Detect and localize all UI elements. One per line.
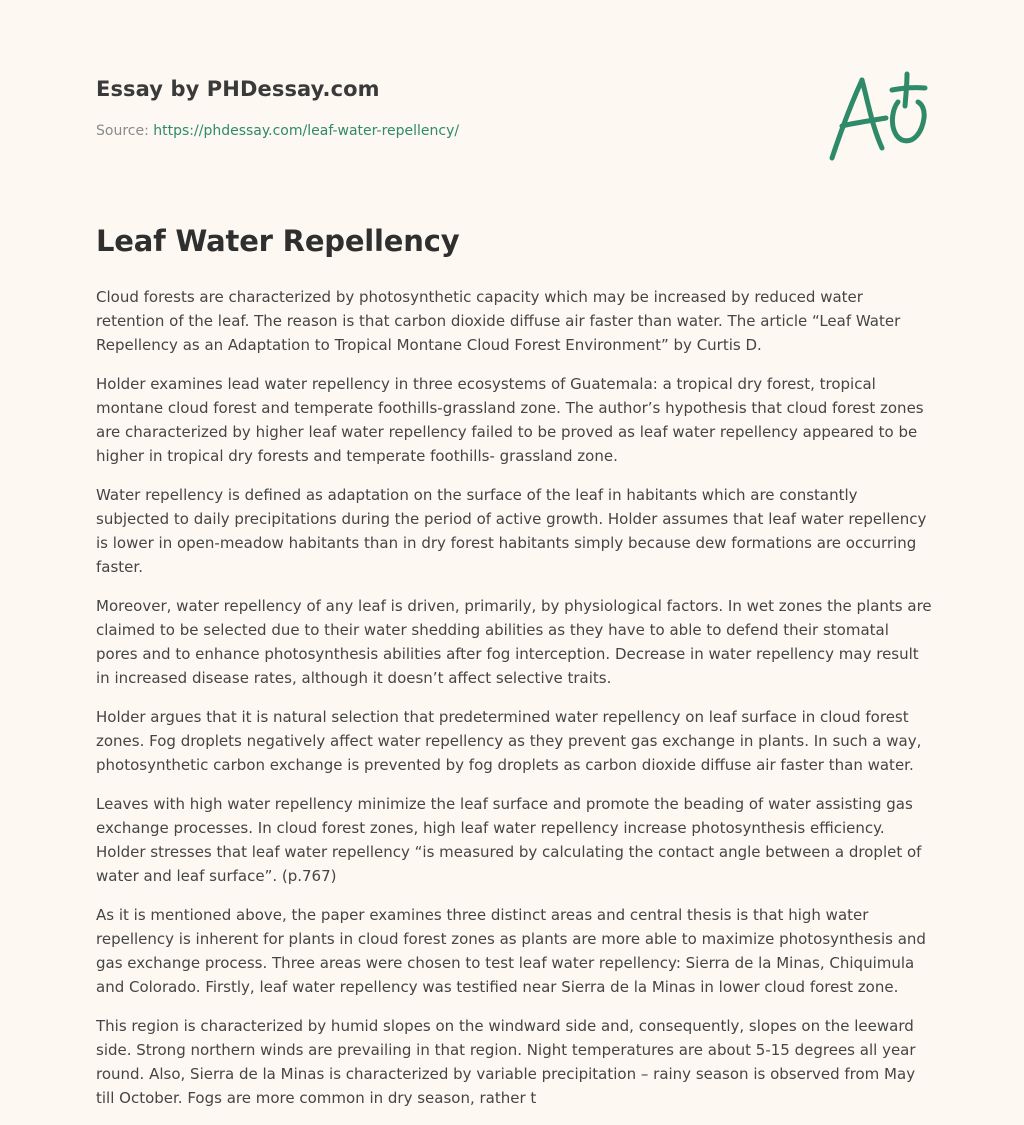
source-link[interactable]: https://phdessay.com/leaf-water-repellency/ bbox=[153, 123, 460, 139]
essay-paragraph: Holder argues that it is natural selection that predetermined water repellency on leaf surface in cloud forest zones. Fog droplets negatively affect water repellency as they prevent gas exchange in plants. In such a way, photosynthetic carbon exchange is prevented by fog droplets as carbon dioxide diffuse air faster than water. bbox=[96, 708, 922, 774]
essay-paragraph: As it is mentioned above, the paper examines three distinct areas and central thesis is that high water repellency is inherent for plants in cloud forest zones as plants are more able to maximize photosynthesis and gas exchange process. Three areas were chosen to test leaf water repellency: Sierra de la Minas, Chiquimula and Colorado. Firstly, leaf water repellency was testified near Sierra de la Minas in lower cloud forest zone. bbox=[96, 906, 926, 996]
essay-paragraph: Leaves with high water repellency minimize the leaf surface and promote the beading of water assisting gas exchange processes. In cloud forest zones, high leaf water repellency increase photosynthesis efficiency. Holder stresses that leaf water repellency “is measured by calculating the contact angle between a droplet of water and leaf surface”. (p.767) bbox=[96, 795, 922, 885]
page-header bbox=[96, 0, 928, 200]
essay-paragraph: Holder examines lead water repellency in three ecosystems of Guatemala: a tropical dry forest, tropical montane cloud forest and temperate foothills-grassland zone. The author’s hypothesis that cloud forest zones are characterized by higher leaf water repellency failed to be proved as leaf water repellency appeared to be higher in tropical dry forests and temperate foothills- grassland zone. bbox=[96, 375, 924, 465]
essay-paragraph: This region is characterized by humid slopes on the windward side and, consequently, slopes on the leeward side. Strong northern winds are prevailing in that region. Night temperatures are about 5-15 degrees all year round. Also, Sierra de la Minas is characterized by variable precipitation – rainy season is observed from May till October. Fogs are more common in dry season, rather t bbox=[96, 1017, 916, 1107]
essay-title: Leaf Water Repellency bbox=[96, 224, 460, 258]
source-line bbox=[96, 123, 459, 139]
a-plus-logo-icon bbox=[826, 68, 930, 164]
essay-body bbox=[96, 285, 932, 1125]
essay-paragraph: Cloud forests are characterized by photosynthetic capacity which may be increased by reduced water retention of the leaf. The reason is that carbon dioxide diffuse air faster than water. The article “Leaf Water Repellency as an Adaptation to Tropical Montane Cloud Forest Environment” by Curtis D. bbox=[96, 288, 901, 354]
essay-paragraph: Moreover, water repellency of any leaf is driven, primarily, by physiological factors. In wet zones the plants are claimed to be selected due to their water shedding abilities as they have to able to defend their stomatal pores and to enhance photosynthesis abilities after fog interception. Decrease in water repellency may result in increased disease rates, although it doesn’t affect selective traits. bbox=[96, 597, 932, 687]
brand-name: Essay by PHDessay.com bbox=[96, 77, 380, 101]
source-label: Source: bbox=[96, 123, 149, 139]
essay-paragraph: Water repellency is defined as adaptation on the surface of the leaf in habitants which are constantly subjected to daily precipitations during the period of active growth. Holder assumes that leaf water repellency is lower in open-meadow habitants than in dry forest habitants simply because dew formations are occurring faster. bbox=[96, 486, 927, 576]
